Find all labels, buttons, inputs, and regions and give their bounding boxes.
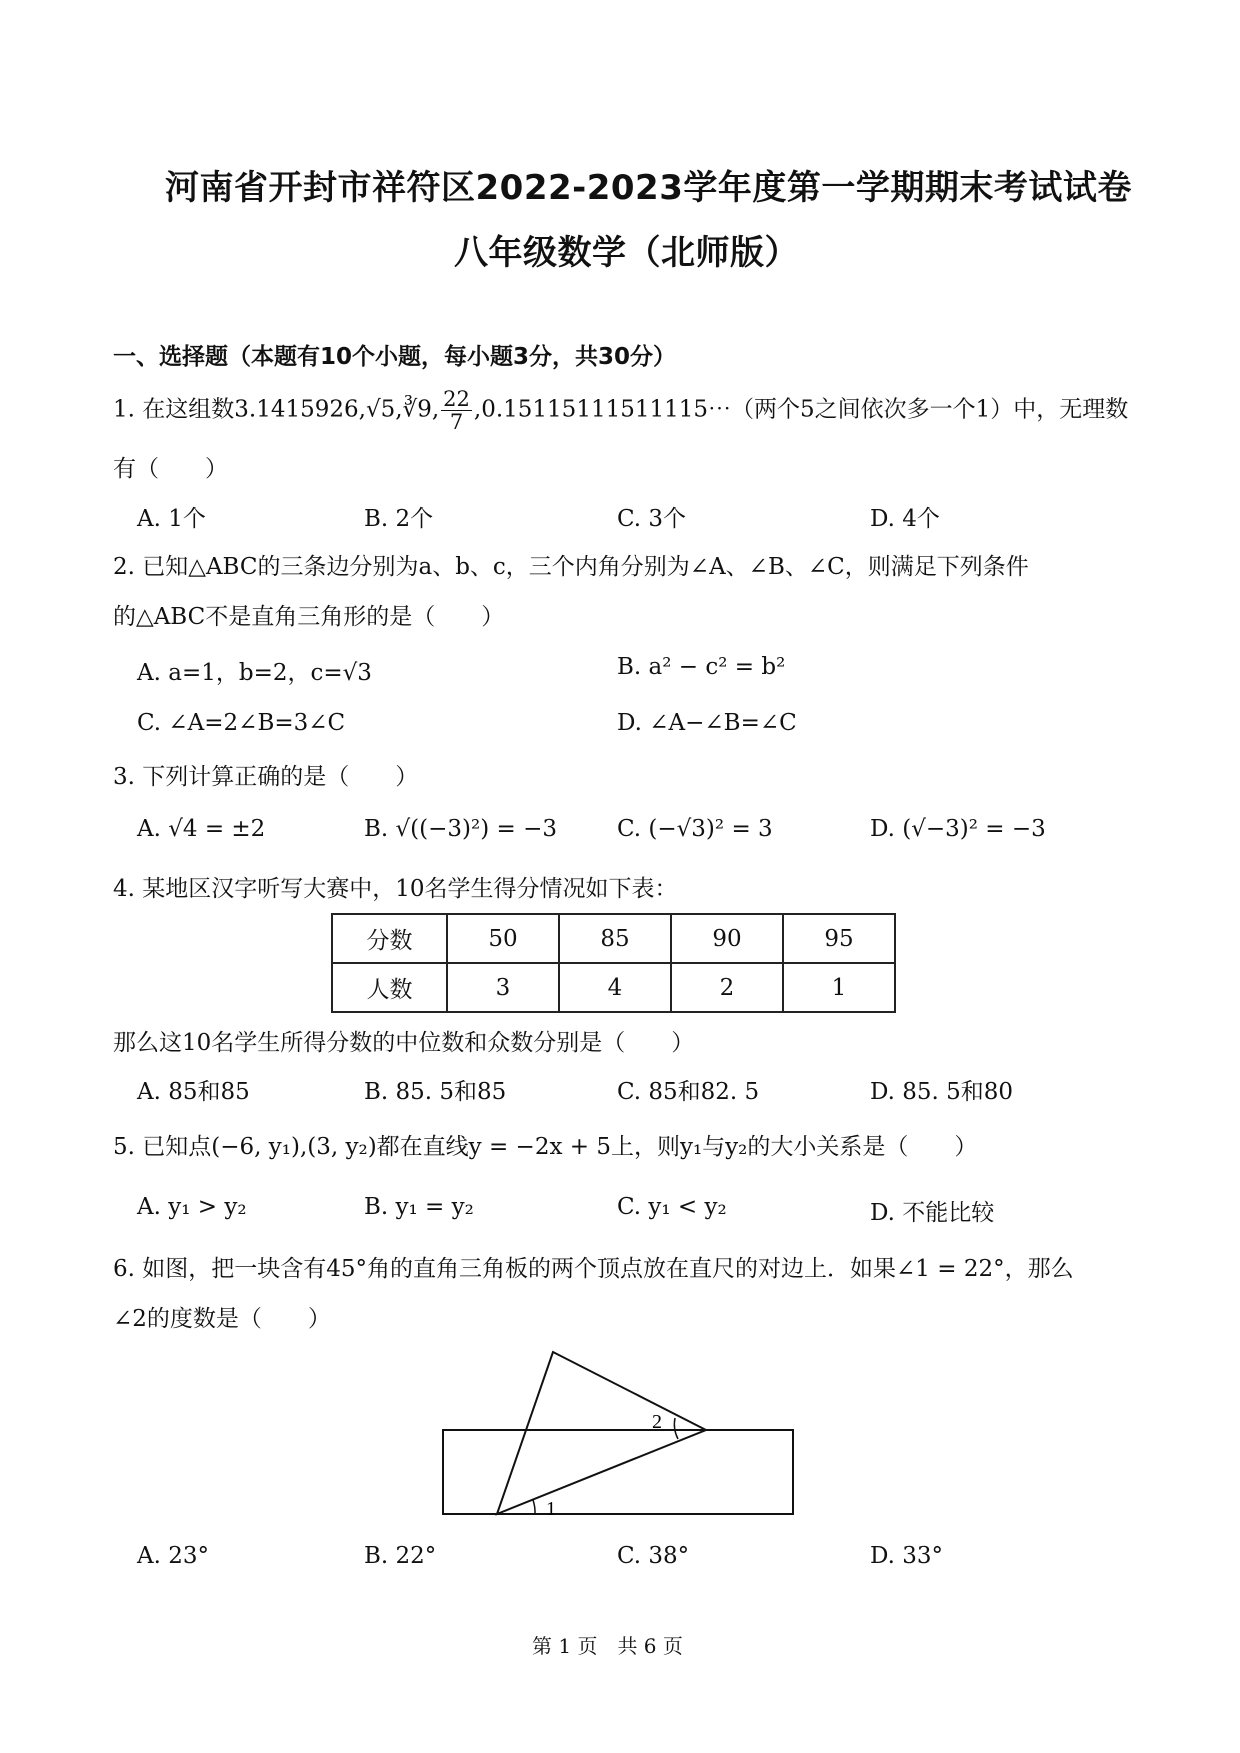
question-2-line2: 的△ABC不是直角三角形的是（ ） xyxy=(113,604,505,630)
q5-option-b: B. y₁ = y₂ xyxy=(364,1194,474,1220)
q1-option-b: B. 2个 xyxy=(364,506,434,532)
q3-option-d: D. (√−3)² = −3 xyxy=(870,816,1046,842)
table-cell: 1 xyxy=(783,963,895,1012)
q4-option-c: C. 85和82. 5 xyxy=(617,1079,760,1105)
question-3-line1: 3. 下列计算正确的是（ ） xyxy=(113,764,419,790)
q6-option-c: C. 38° xyxy=(617,1543,690,1569)
question-2-line1: 2. 已知△ABC的三条边分别为a、b、c，三个内角分别为∠A、∠B、∠C，则满足下列条件 xyxy=(113,554,1029,580)
question-1-prefix: 1. 在这组数3.1415926,√5,∛9, xyxy=(113,396,440,423)
table-cell: 分数 xyxy=(332,914,447,963)
question-4-line2: 那么这10名学生所得分数的中位数和众数分别是（ ） xyxy=(113,1030,695,1056)
q6-option-d: D. 33° xyxy=(870,1543,944,1569)
table-cell: 90 xyxy=(671,914,783,963)
question-1-suffix: ,0.15115111511115⋯（两个5之间依次多一个1）中，无理数 xyxy=(473,396,1129,423)
page-footer: 第 1 页 共 6 页 xyxy=(532,1634,683,1658)
q3-option-a: A. √4 = ±2 xyxy=(137,816,266,842)
q2-option-c: C. ∠A=2∠B=3∠C xyxy=(137,710,346,736)
question-1-line2: 有（ ） xyxy=(113,456,228,482)
table-cell: 3 xyxy=(447,963,559,1012)
q2-option-d: D. ∠A−∠B=∠C xyxy=(617,710,797,736)
fraction-denominator: 7 xyxy=(449,410,464,435)
table-cell: 85 xyxy=(559,914,671,963)
table-cell: 2 xyxy=(671,963,783,1012)
angle-2-label: 2 xyxy=(652,1411,662,1433)
q5-option-c: C. y₁ < y₂ xyxy=(617,1194,727,1220)
q2-option-a: A. a=1，b=2，c=√3 xyxy=(137,660,372,686)
angle-1-label: 1 xyxy=(546,1498,556,1520)
exam-subtitle: 八年级数学（北师版） xyxy=(454,233,799,273)
table-cell: 95 xyxy=(783,914,895,963)
q6-option-a: A. 23° xyxy=(137,1543,209,1569)
fraction-numerator: 22 xyxy=(443,387,470,411)
q1-option-d: D. 4个 xyxy=(870,506,940,532)
q4-option-a: A. 85和85 xyxy=(137,1079,250,1105)
question-4-line1: 4. 某地区汉字听写大赛中，10名学生得分情况如下表： xyxy=(113,876,678,902)
q1-option-c: C. 3个 xyxy=(617,506,687,532)
table-cell: 4 xyxy=(559,963,671,1012)
q4-option-b: B. 85. 5和85 xyxy=(364,1079,507,1105)
ruler xyxy=(443,1430,793,1514)
set-square-triangle xyxy=(497,1352,706,1514)
angle-2-arc xyxy=(674,1418,678,1439)
q1-option-a: A. 1个 xyxy=(137,506,206,532)
q3-option-b: B. √((−3)²) = −3 xyxy=(364,816,557,842)
table-cell: 50 xyxy=(447,914,559,963)
question-6-line2: ∠2的度数是（ ） xyxy=(113,1306,331,1332)
q3-option-c: C. (−√3)² = 3 xyxy=(617,816,773,842)
exam-title: 河南省开封市祥符区2022-2023学年度第一学期期末考试试卷 xyxy=(165,168,1132,208)
section-heading: 一、选择题（本题有10个小题，每小题3分，共30分） xyxy=(113,344,677,370)
table-cell: 人数 xyxy=(332,963,447,1012)
angle-1-arc xyxy=(533,1500,535,1514)
q5-option-d: D. 不能比较 xyxy=(870,1200,995,1226)
q4-option-d: D. 85. 5和80 xyxy=(870,1079,1014,1105)
question-6-line1: 6. 如图，把一块含有45°角的直角三角板的两个顶点放在直尺的对边上．如果∠1 = 22°，那么 xyxy=(113,1256,1074,1282)
q5-option-a: A. y₁ > y₂ xyxy=(137,1194,247,1220)
question-5-line1: 5. 已知点(−6, y₁),(3, y₂)都在直线y = −2x + 5上，则y₁与y₂的大小关系是（ ） xyxy=(113,1134,978,1160)
q6-option-b: B. 22° xyxy=(364,1543,437,1569)
q2-option-b: B. a² − c² = b² xyxy=(617,654,786,680)
